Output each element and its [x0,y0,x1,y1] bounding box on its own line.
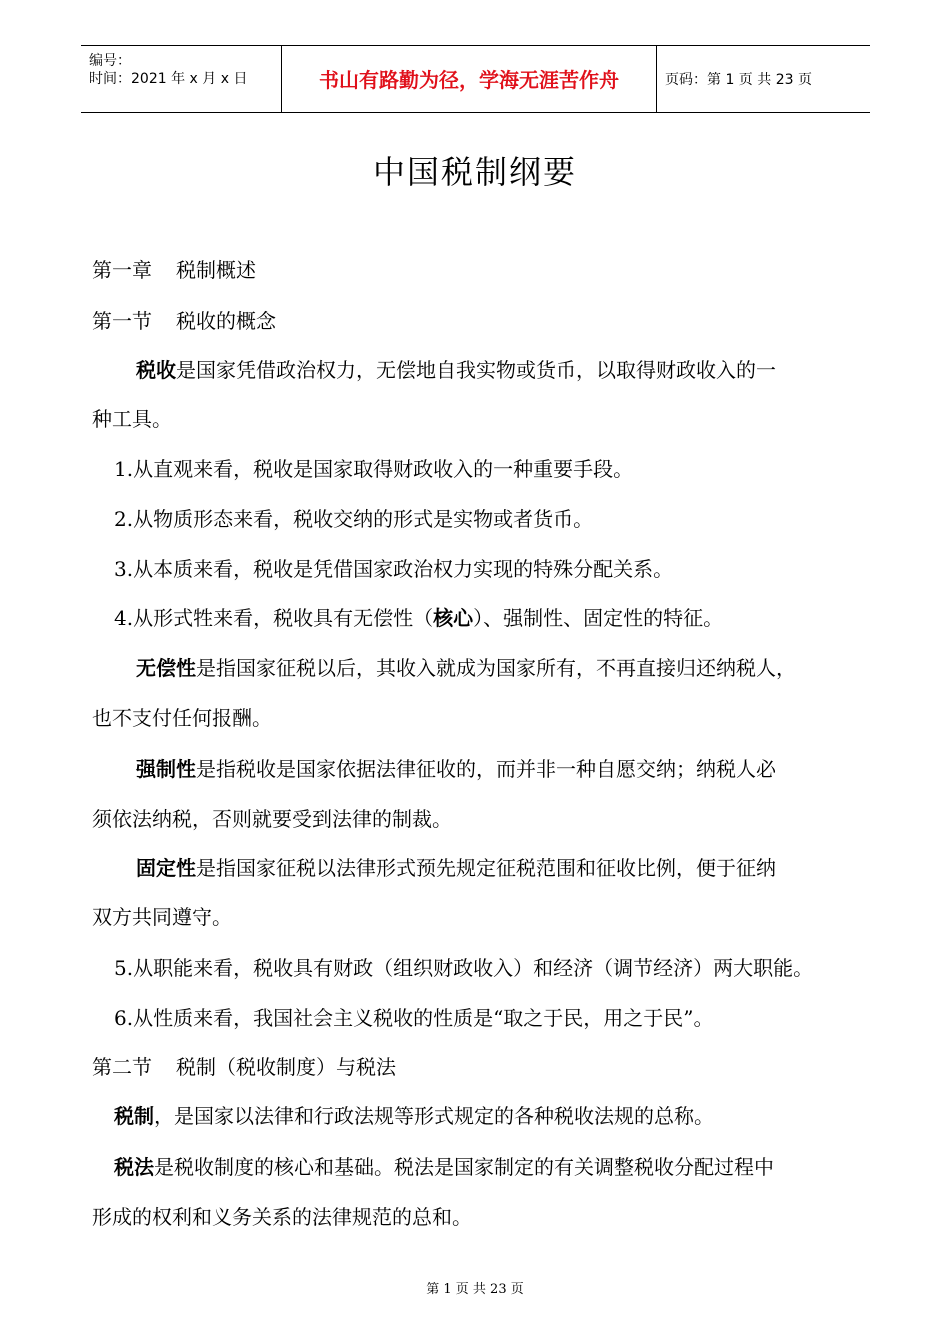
number-label: 编号： [89,53,131,69]
section-heading [92,1054,396,1080]
term-shuizhi: 税制 [114,1104,154,1128]
term-guding: 固定性 [136,856,196,880]
section-number: 第一节 [92,309,152,333]
term-shuifa: 税法 [114,1155,154,1179]
page-footer: 第 1 页 共 23 页 [426,1282,524,1297]
list-item: 3.从本质来看，税收是凭借国家政治权力实现的特殊分配关系。 [114,557,674,581]
term-qiangzhi: 强制性 [136,757,196,781]
page-info: 页码：第 1 页 共 23 页 [665,72,812,88]
section-heading [92,308,276,334]
paragraph-qiangzhi-line1: 强制性是指税收是国家依据法律征收的，而并非一种自愿交纳；纳税人必 [136,757,776,781]
list-item: 2.从物质形态来看，税收交纳的形式是实物或者货币。 [114,507,594,531]
paragraph-shuifa-line1: 税法是税收制度的核心和基础。税法是国家制定的有关调整税收分配过程中 [114,1155,774,1179]
paragraph-qiangzhi-line2: 须依法纳税，否则就要受到法律的制裁。 [92,807,452,831]
paragraph-wuchang-line2: 也不支付任何报酬。 [92,706,272,730]
list-item: 4.从形式牲来看，税收具有无偿性（核心）、强制性、固定性的特征。 [114,606,724,630]
term-wuchang: 无偿性 [136,656,196,680]
chapter-name: 税制概述 [176,258,256,282]
chapter-number: 第一章 [92,258,152,282]
paragraph-guding-line2: 双方共同遵守。 [92,905,232,929]
chapter-heading [92,257,256,283]
paragraph-shuizhi: 税制，是国家以法律和行政法规等形式规定的各种税收法规的总称。 [114,1104,714,1128]
list-item: 6.从性质来看，我国社会主义税收的性质是“取之于民，用之于民”。 [114,1006,714,1030]
section-name: 税收的概念 [176,309,276,333]
term-tax: 税收 [136,358,176,382]
section-name: 税制（税收制度）与税法 [176,1055,396,1079]
paragraph-guding-line1: 固定性是指国家征税以法律形式预先规定征税范围和征收比例，便于征纳 [136,856,776,880]
section-number: 第二节 [92,1055,152,1079]
paragraph-shuifa-line2: 形成的权利和义务关系的法律规范的总和。 [92,1205,472,1229]
paragraph-tax-line2: 种工具。 [92,407,172,431]
list-item: 5.从职能来看，税收具有财政（组织财政收入）和经济（调节经济）两大职能。 [114,956,814,980]
header-table [81,45,870,113]
motto: 书山有路勤为径，学海无涯苦作舟 [282,46,657,112]
paragraph-tax-line1: 税收是国家凭借政治权力，无偿地自我实物或货币，以取得财政收入的一 [136,358,776,382]
paragraph-wuchang-line1: 无偿性是指国家征税以后，其收入就成为国家所有，不再直接归还纳税人， [136,656,796,680]
core-label: 核心 [433,606,474,630]
header-meta-cell [81,46,282,112]
time-label: 时间：2021 年 x 月 x 日 [89,71,248,87]
document-title: 中国税制纲要 [372,153,577,191]
list-item: 1.从直观来看，税收是国家取得财政收入的一种重要手段。 [114,457,634,481]
